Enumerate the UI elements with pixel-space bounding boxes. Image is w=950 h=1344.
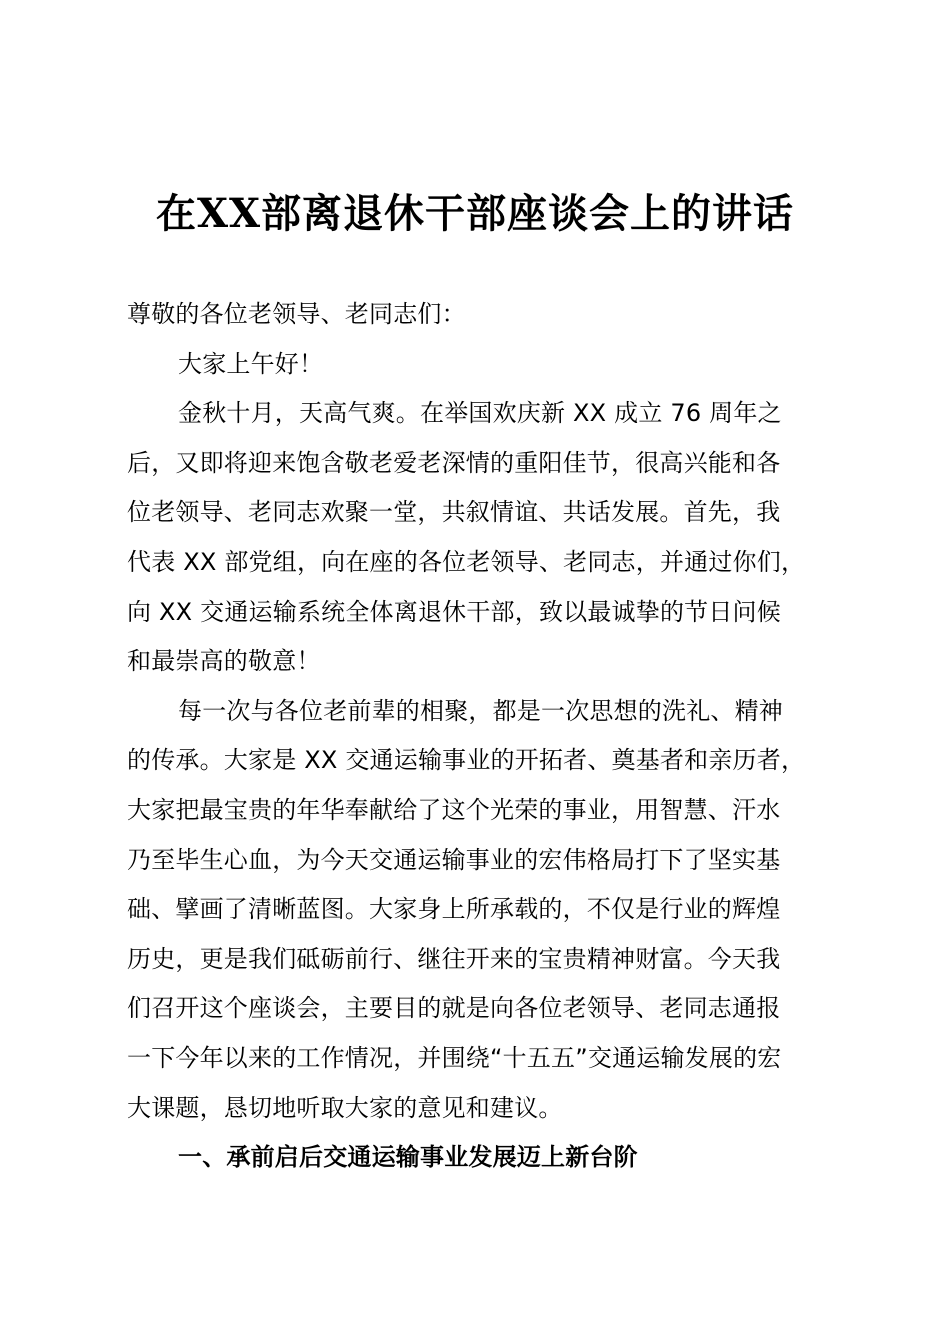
greeting: 大家上午好！ <box>178 349 324 378</box>
paragraph-line: 金秋十月，天高气爽。在举国欢庆新 XX 成立 76 周年之 <box>178 399 782 428</box>
paragraph-1 <box>127 389 847 687</box>
paragraph-line: 代表 XX 部党组，向在座的各位老领导、老同志，并通过你们， <box>127 547 806 576</box>
paragraph-line: 每一次与各位老前辈的相聚，都是一次思想的洗礼、精神 <box>178 696 783 725</box>
paragraph-line: 位老领导、老同志欢聚一堂，共叙情谊、共话发展。首先，我 <box>127 498 781 527</box>
document-title: 在XX部离退休干部座谈会上的讲话 <box>155 190 795 237</box>
paragraph-line: 乃至毕生心血，为今天交通运输事业的宏伟格局打下了坚实基 <box>127 845 781 874</box>
paragraph-line: 大课题，恳切地听取大家的意见和建议。 <box>127 1093 563 1122</box>
paragraph-line: 和最崇高的敬意！ <box>127 647 321 676</box>
paragraph-line: 们召开这个座谈会，主要目的就是向各位老领导、老同志通报 <box>127 994 781 1023</box>
paragraph-line: 向 XX 交通运输系统全体离退休干部，致以最诚挚的节日问候 <box>127 597 781 626</box>
paragraph-2 <box>127 687 847 1133</box>
paragraph-line: 一下今年以来的工作情况，并围绕“十五五”交通运输发展的宏 <box>127 1043 782 1072</box>
paragraph-line: 后，又即将迎来饱含敬老爱老深情的重阳佳节，很高兴能和各 <box>127 448 781 477</box>
salutation: 尊敬的各位老领导、老同志们： <box>127 300 466 328</box>
paragraph-line: 础、擘画了清晰蓝图。大家身上所承载的，不仅是行业的辉煌 <box>127 895 781 924</box>
paragraph-line: 历史，更是我们砥砺前行、继往开来的宝贵精神财富。今天我 <box>127 944 781 973</box>
paragraph-line: 的传承。大家是 XX 交通运输事业的开拓者、奠基者和亲历者， <box>127 746 806 775</box>
section-heading: 一、承前启后交通运输事业发展迈上新台阶 <box>178 1143 638 1172</box>
document-body <box>127 290 847 1183</box>
paragraph-line: 大家把最宝贵的年华奉献给了这个光荣的事业，用智慧、汗水 <box>127 795 781 824</box>
